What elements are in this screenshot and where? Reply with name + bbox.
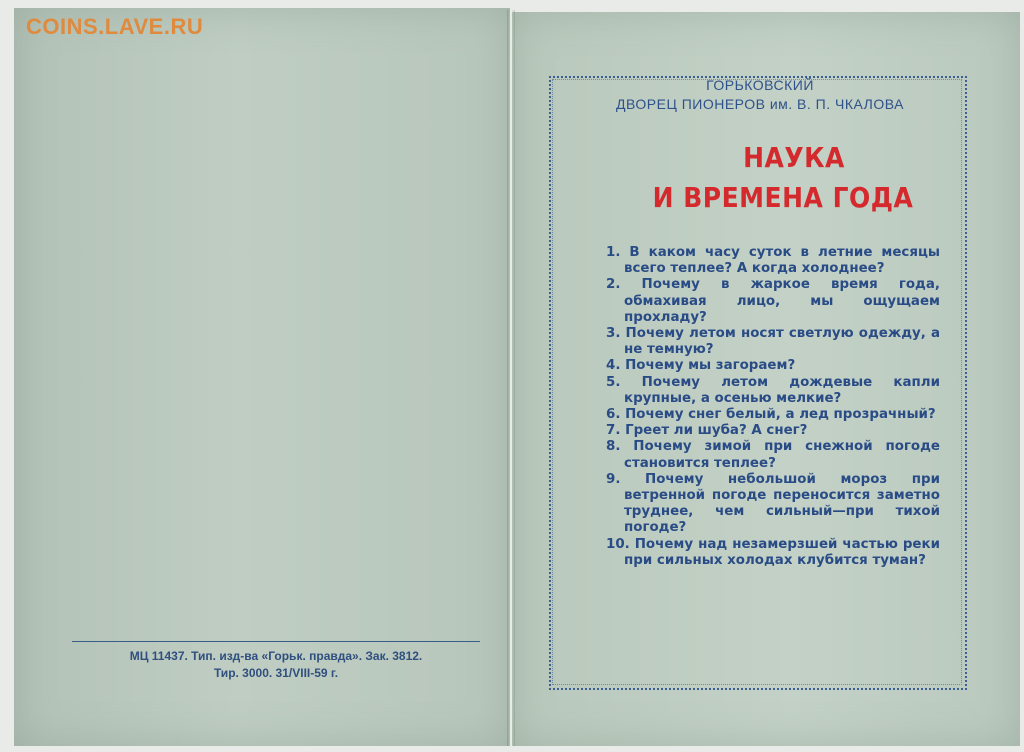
- list-item: 4. Почему мы загораем?: [606, 358, 796, 374]
- list-item: 3. Почему летом носят светлую одежду, а не темную?: [606, 326, 940, 358]
- list-item: 10. Почему над незамерзшей частью реки при сильных холодах клубится туман?: [606, 536, 940, 568]
- imprint-line-2: Тир. 3000. 31/VIII-59 г.: [213, 666, 339, 680]
- list-item: 6. Почему снег белый, а лед прозрачный?: [606, 407, 936, 423]
- list-item: 2. Почему в жаркое время года, обмахивая лицо, мы ощущаем прохладу?: [606, 277, 940, 325]
- center-fold: [507, 10, 515, 746]
- imprint-divider: [72, 641, 480, 642]
- org-name-line-2: ДВОРЕЦ ПИОНЕРОВ им. В. П. ЧКАЛОВА: [616, 96, 904, 112]
- list-item: 5. Почему летом дождевые капли крупные, а осенью мелкие?: [606, 374, 940, 406]
- list-item: 7. Греет ли шуба? А снег?: [606, 423, 808, 439]
- page-title-line-2: И ВРЕМЕНА ГОДА: [652, 181, 914, 214]
- page-title-line-1: НАУКА: [743, 141, 845, 174]
- left-page: [14, 8, 510, 746]
- list-item: 9. Почему небольшой мороз при ветренной погоде переносится заметно труднее, чем сильный—при тихой погоде?: [606, 471, 940, 536]
- list-item: 8. Почему зимой при снежной погоде становится теплее?: [606, 439, 940, 471]
- imprint: [72, 648, 480, 682]
- list-item: 1. В каком часу суток в летние месяцы всего теплее? А когда холоднее?: [606, 245, 940, 277]
- imprint-line-1: МЦ 11437. Тип. изд-ва «Горьк. правда». Зак. 3812.: [129, 649, 423, 663]
- question-list: [606, 245, 940, 569]
- org-name-line-1: ГОРЬКОВСКИЙ: [706, 77, 814, 93]
- watermark-logo: COINS.LAVE.RU: [26, 14, 204, 39]
